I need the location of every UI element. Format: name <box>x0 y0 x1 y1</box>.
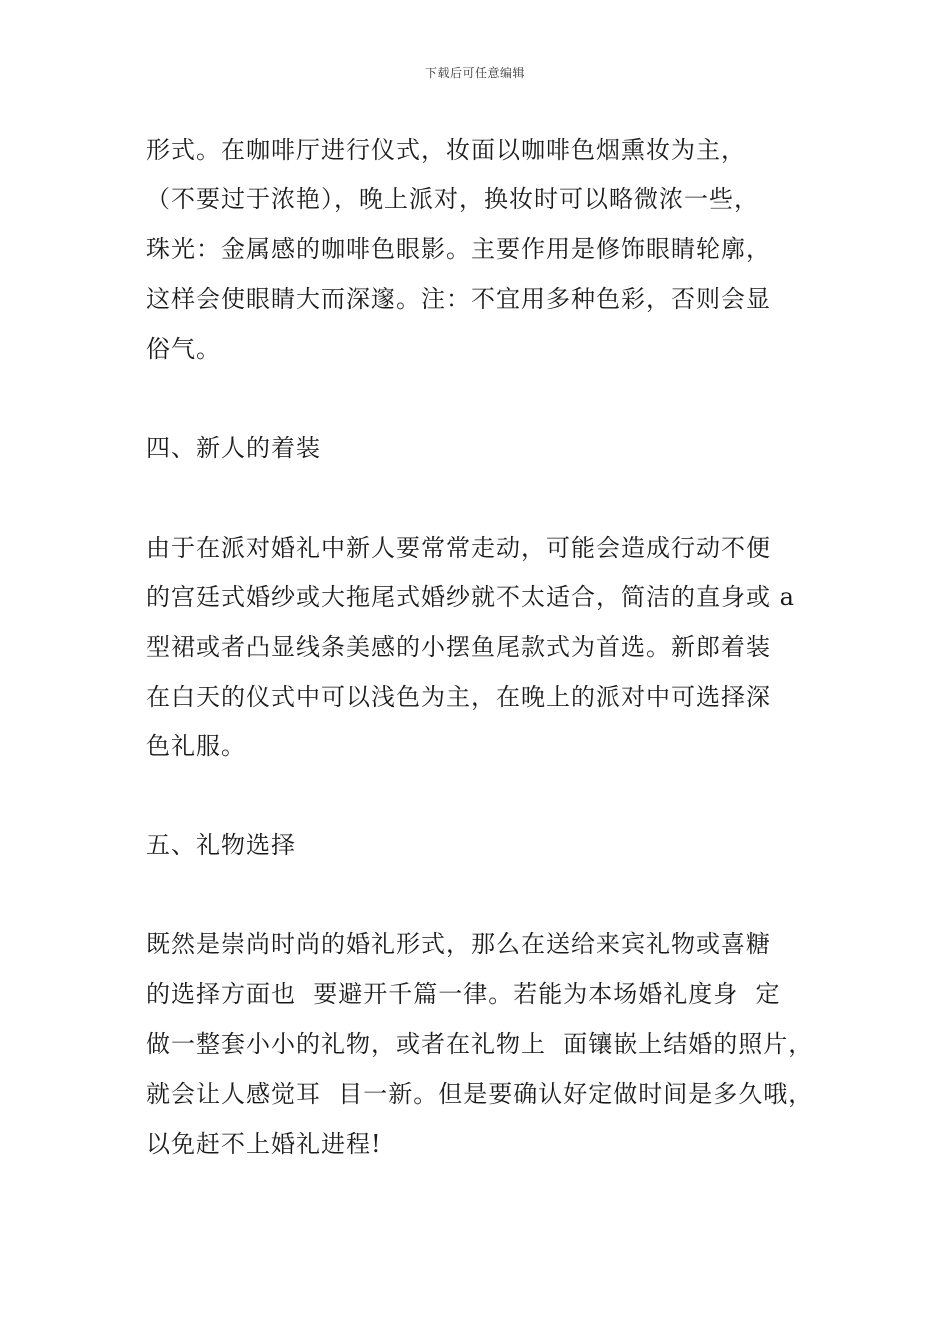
section-heading-gifts: 五、礼物选择 <box>146 831 296 859</box>
paragraph-line: 由于在派对婚礼中新人要常常走动，可能会造成行动不便 <box>146 534 771 562</box>
paragraph-line: （不要过于浓艳），晚上派对，换妆时可以略微浓一些， <box>146 185 759 213</box>
paragraph-line: 既然是崇尚时尚的婚礼形式，那么在送给来宾礼物或喜糖 <box>146 930 771 958</box>
paragraph-line: 的选择方面也 要避开千篇一律。若能为本场婚礼度身 定 <box>146 980 781 1008</box>
paragraph-line: 就会让人感觉耳 目一新。但是要确认好定做时间是多久哦， <box>146 1080 814 1108</box>
paragraph-line: 色礼服。 <box>146 732 246 760</box>
paragraph-line: 这样会使眼睛大而深邃。注：不宜用多种色彩，否则会显 <box>146 285 771 313</box>
paragraph-line: 型裙或者凸显线条美感的小摆鱼尾款式为首选。新郎着装 <box>146 633 771 661</box>
paragraph-line: 在白天的仪式中可以浅色为主，在晚上的派对中可选择深 <box>146 683 771 711</box>
paragraph-line: 以免赶不上婚礼进程! <box>146 1130 382 1158</box>
paragraph-line: 形式。在咖啡厅进行仪式，妆面以咖啡色烟熏妆为主， <box>146 136 746 164</box>
paragraph-line: 的宫廷式婚纱或大拖尾式婚纱就不太适合，简洁的直身或 a <box>146 583 795 611</box>
paragraph-line: 俗气。 <box>146 335 221 363</box>
paragraph-line: 做一整套小小的礼物，或者在礼物上 面镶嵌上结婚的照片， <box>146 1030 814 1058</box>
page-header-note: 下载后可任意编辑 <box>424 66 525 80</box>
section-heading-attire: 四、新人的着装 <box>146 434 321 462</box>
paragraph-line: 珠光：金属感的咖啡色眼影。主要作用是修饰眼睛轮廓， <box>146 235 771 263</box>
